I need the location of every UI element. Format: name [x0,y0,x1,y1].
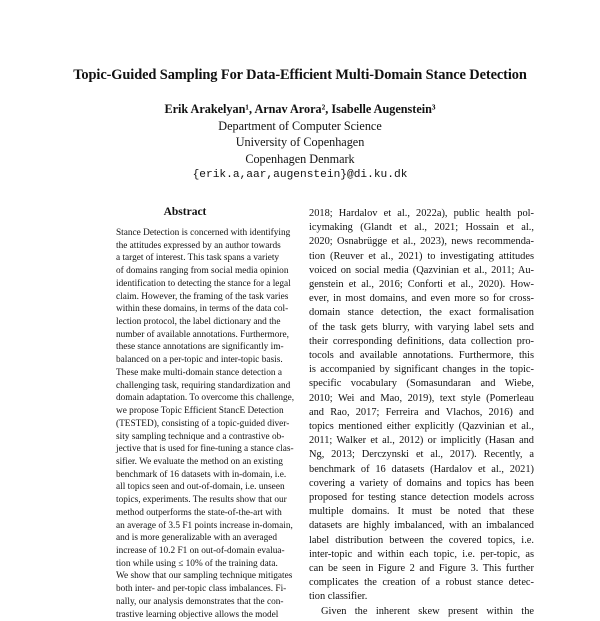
abstract-line: (TESTED), consisting of a topic-guided diver- [116,418,290,429]
body-line: datasets are highly imbalanced, with an imbalanced [309,520,534,532]
body-line: label distribution between the covered topics, i.e. [309,534,534,546]
abstract-line: Stance Detection is concerned with identifying [116,228,291,238]
abstract-line: tion while using ≤ 10% of the training data. [116,558,278,569]
author-email[interactable]: {erik.a,aar,augenstein}@di.ku.dk [192,169,408,181]
abstract-line: nally, our analysis demonstrates that the con- [116,596,284,607]
abstract-line: identification to detecting the stance for a legal [116,278,291,289]
abstract-line: challenging task, requiring standardization and [116,380,291,391]
body-line: proposed for testing stance detection models across [309,492,534,504]
body-line: 2010; Wei and Mao, 2019), text style (Pomerleau [309,392,534,404]
abstract-line: the attitudes expressed by an author towards [116,240,281,251]
abstract-line: trastive learning objective allows the model [116,609,279,620]
body-line: ever, in most domains, and even more so for cross- [309,293,534,305]
body-line: Given the inherent skew present within the [321,605,534,617]
abstract-heading: Abstract [163,206,207,218]
abstract-text [116,227,295,620]
body-text-column [309,207,534,617]
body-line: voiced on social media (Qazvinian et al., 2011; Au- [309,264,534,276]
abstract-line: domain adaptation. To overcome this challenge, [116,393,295,404]
body-line: Ng, 2013; Derczynski et al., 2017). Recently, a [309,449,534,461]
abstract-line: claim. However, the framing of the task varies [116,291,289,302]
body-line: and Rao, 2017; Ferreira and Vlachos, 2016) and [309,406,534,418]
body-line: genstein et al., 2016; Conforti et al., 2020). How- [309,279,534,291]
body-line: their corresponding definitions, data collection pro- [309,335,534,347]
body-line: can be seen in Figure 2 and Figure 3. This further [309,563,534,575]
author-university: University of Copenhagen [235,135,365,149]
author-location: Copenhagen Denmark [245,151,355,166]
author-block [0,101,600,184]
abstract-line: within these domains, in terms of the data col- [116,304,289,315]
body-line: multiple domains. It must be noted that these [309,506,534,518]
abstract-line: these stance annotations are significantly im- [116,342,284,353]
abstract-line: These make multi-domain stance detection a [116,367,282,378]
body-line: 2011; Walker et al., 2012) or implicitly (Hasan and [309,435,534,447]
abstract-line: a target of interest. This task spans a variety [116,253,280,264]
body-line: topics mentioned either explicitly (Qazvinian et al., [309,421,534,433]
body-line: 2018; Hardalov et al., 2022a), public health pol- [309,208,534,219]
paper-title: Topic-Guided Sampling For Data-Efficient Multi-Domain Stance Detection [73,67,527,83]
abstract-line: We show that our sampling technique mitigates [116,571,293,582]
abstract-line: of domains ranging from social media opinion [116,266,289,277]
abstract-line: balanced on a per-topic and inter-topic basis. [116,355,283,366]
body-line: tocols and available annotations. Furthermore, this [309,350,534,362]
body-line: specific vocabulary (Somasundaran and Wiebe, [309,378,534,390]
abstract-line: we propose Topic Efficient StancE Detection [116,406,284,417]
abstract-line: increase of 10.2 F1 on out-of-domain evalua- [116,545,285,556]
body-line: inter-topic and within each topic, i.e. per-topic, as [309,548,534,560]
body-line: tion classifier. [309,591,368,603]
abstract-line: lection protocol, the label dictionary and the [116,317,281,328]
body-line: is accompanied by significant changes in the topic- [309,364,534,376]
author-department: Department of Computer Science [218,118,382,133]
abstract-line: jective that is used for fine-tuning a stance clas- [116,444,294,455]
abstract-line: an average of 3.5 F1 points increase in-domain, [116,520,293,531]
abstract-line: sity sampling technique and a contrastive ob- [116,431,285,442]
abstract-line: benchmark of 16 datasets with in-domain, i.e. [116,469,287,480]
author-names: Erik Arakelyan¹, Arnav Arora², Isabelle Augenstein³ [164,102,436,116]
abstract-line: all topics seen and out-of-domain, i.e. unseen [116,482,285,493]
abstract-line: both inter- and per-topic class imbalances. Fi- [116,584,287,595]
body-line: tion (Reuver et al., 2021) to investigating attitudes [309,250,534,262]
body-line: benchmark of 16 datasets (Hardalov et al., 2021) [309,463,534,475]
body-line: 2020; Osnabrügge et al., 2023), news recommenda- [309,236,534,248]
body-line: covering a variety of domains and topics has been [309,477,534,489]
body-line: domain stance detection, the exact formalisation [309,307,534,319]
body-line: of the task gets blurry, with varying label sets and [309,321,534,333]
abstract-line: and is more generalizable with an averaged [116,533,278,544]
abstract-line: topics, experiments. The results show that our [116,495,287,506]
abstract-line: method outperforms the state-of-the-art with [116,507,282,518]
body-line: icymaking (Glandt et al., 2021; Hossain et al., [309,222,534,234]
abstract-line: number of available annotations. Furthermore, [116,329,289,340]
body-line: complicates the creation of a robust stance detec- [309,577,534,589]
abstract-line: sifier. We evaluate the method on an existing [116,456,283,467]
